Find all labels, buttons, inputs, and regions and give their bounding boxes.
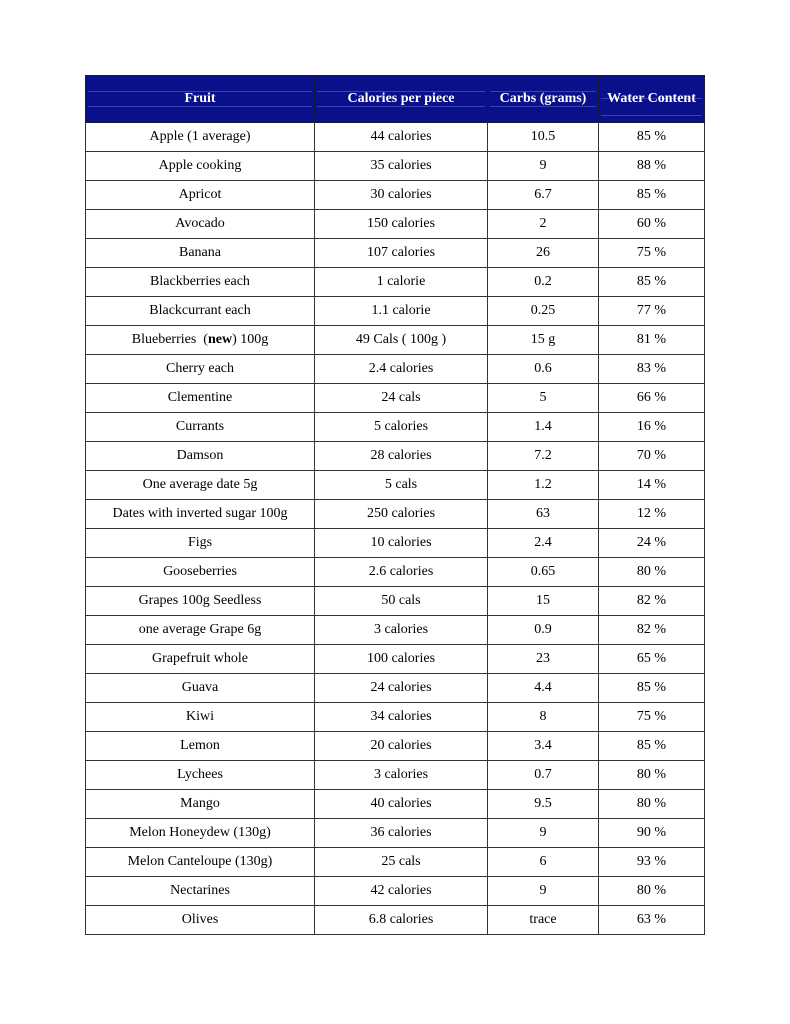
table-row <box>86 529 705 558</box>
cell-calories: 36 calories <box>315 819 488 848</box>
cell-water: 90 % <box>599 819 705 848</box>
cell-calories: 42 calories <box>315 877 488 906</box>
cell-water: 80 % <box>599 877 705 906</box>
header-calories-label: Calories per piece <box>347 91 455 106</box>
cell-carbs: 6.7 <box>488 181 599 210</box>
cell-fruit-text-bold: new <box>207 332 233 347</box>
cell-water: 77 % <box>599 297 705 326</box>
cell-water: 66 % <box>599 384 705 413</box>
cell-fruit: Blackcurrant each <box>86 297 315 326</box>
cell-water: 80 % <box>599 558 705 587</box>
table-row <box>86 761 705 790</box>
cell-fruit: Olives <box>86 906 315 935</box>
cell-calories: 50 cals <box>315 587 488 616</box>
cell-calories: 25 cals <box>315 848 488 877</box>
cell-calories: 1 calorie <box>315 268 488 297</box>
table-row <box>86 877 705 906</box>
table-row <box>86 819 705 848</box>
cell-fruit <box>86 326 315 355</box>
cell-fruit: Currants <box>86 413 315 442</box>
cell-calories: 2.6 calories <box>315 558 488 587</box>
cell-carbs: 9 <box>488 877 599 906</box>
cell-fruit: Figs <box>86 529 315 558</box>
table-row <box>86 239 705 268</box>
cell-calories: 3 calories <box>315 761 488 790</box>
header-fruit-label: Fruit <box>184 91 216 106</box>
cell-calories: 107 calories <box>315 239 488 268</box>
cell-water: 75 % <box>599 239 705 268</box>
cell-carbs: 0.9 <box>488 616 599 645</box>
table-row <box>86 703 705 732</box>
cell-carbs: 0.7 <box>488 761 599 790</box>
table-row <box>86 181 705 210</box>
cell-fruit-text-pre: Blueberries ( <box>131 332 208 347</box>
cell-calories: 10 calories <box>315 529 488 558</box>
cell-fruit: Banana <box>86 239 315 268</box>
table-body <box>86 123 705 935</box>
cell-fruit: Damson <box>86 442 315 471</box>
table-row <box>86 326 705 355</box>
table-row <box>86 500 705 529</box>
cell-water: 65 % <box>599 645 705 674</box>
cell-carbs: 9.5 <box>488 790 599 819</box>
cell-calories: 30 calories <box>315 181 488 210</box>
cell-fruit: Melon Honeydew (130g) <box>86 819 315 848</box>
cell-carbs: 23 <box>488 645 599 674</box>
cell-water: 85 % <box>599 732 705 761</box>
cell-carbs: 3.4 <box>488 732 599 761</box>
cell-carbs: 9 <box>488 819 599 848</box>
cell-calories: 150 calories <box>315 210 488 239</box>
table-row <box>86 645 705 674</box>
cell-fruit: Nectarines <box>86 877 315 906</box>
cell-carbs: 2.4 <box>488 529 599 558</box>
cell-fruit: Lemon <box>86 732 315 761</box>
table-row <box>86 587 705 616</box>
cell-carbs: 8 <box>488 703 599 732</box>
cell-carbs: 2 <box>488 210 599 239</box>
cell-calories: 3 calories <box>315 616 488 645</box>
cell-fruit: Melon Canteloupe (130g) <box>86 848 315 877</box>
header-water-label: Water Content <box>607 91 696 106</box>
cell-water: 80 % <box>599 761 705 790</box>
cell-water: 80 % <box>599 790 705 819</box>
cell-fruit: Gooseberries <box>86 558 315 587</box>
cell-water: 75 % <box>599 703 705 732</box>
cell-water: 85 % <box>599 123 705 152</box>
cell-carbs: 26 <box>488 239 599 268</box>
cell-fruit: Guava <box>86 674 315 703</box>
cell-fruit: Grapes 100g Seedless <box>86 587 315 616</box>
cell-water: 70 % <box>599 442 705 471</box>
cell-water: 93 % <box>599 848 705 877</box>
cell-carbs: 0.65 <box>488 558 599 587</box>
cell-calories: 44 calories <box>315 123 488 152</box>
cell-fruit: Clementine <box>86 384 315 413</box>
cell-water: 12 % <box>599 500 705 529</box>
cell-carbs: 4.4 <box>488 674 599 703</box>
table-row <box>86 616 705 645</box>
cell-fruit: Mango <box>86 790 315 819</box>
table-row <box>86 413 705 442</box>
cell-water: 85 % <box>599 268 705 297</box>
cell-water: 81 % <box>599 326 705 355</box>
cell-calories: 24 cals <box>315 384 488 413</box>
table-row <box>86 442 705 471</box>
cell-water: 60 % <box>599 210 705 239</box>
cell-carbs: 0.6 <box>488 355 599 384</box>
cell-calories: 49 Cals ( 100g ) <box>315 326 488 355</box>
cell-carbs: 63 <box>488 500 599 529</box>
cell-fruit: Cherry each <box>86 355 315 384</box>
cell-water: 83 % <box>599 355 705 384</box>
cell-calories: 20 calories <box>315 732 488 761</box>
cell-calories: 5 cals <box>315 471 488 500</box>
cell-fruit: Apple (1 average) <box>86 123 315 152</box>
cell-water: 24 % <box>599 529 705 558</box>
table-header <box>86 76 705 123</box>
cell-carbs: 9 <box>488 152 599 181</box>
cell-calories: 6.8 calories <box>315 906 488 935</box>
cell-fruit: Apricot <box>86 181 315 210</box>
cell-water: 85 % <box>599 181 705 210</box>
table-row <box>86 355 705 384</box>
table-row <box>86 848 705 877</box>
cell-fruit: One average date 5g <box>86 471 315 500</box>
cell-carbs: 6 <box>488 848 599 877</box>
cell-calories: 100 calories <box>315 645 488 674</box>
cell-carbs: 1.4 <box>488 413 599 442</box>
table-row <box>86 210 705 239</box>
table-row <box>86 123 705 152</box>
cell-fruit: Apple cooking <box>86 152 315 181</box>
cell-fruit: Grapefruit whole <box>86 645 315 674</box>
header-calories <box>315 76 488 123</box>
cell-carbs: 7.2 <box>488 442 599 471</box>
header-fruit <box>86 76 315 123</box>
cell-calories: 1.1 calorie <box>315 297 488 326</box>
table-row <box>86 558 705 587</box>
table-row <box>86 152 705 181</box>
table-row <box>86 674 705 703</box>
cell-fruit: Lychees <box>86 761 315 790</box>
fruit-nutrition-table <box>85 75 705 935</box>
cell-calories: 34 calories <box>315 703 488 732</box>
cell-calories: 250 calories <box>315 500 488 529</box>
cell-fruit: one average Grape 6g <box>86 616 315 645</box>
cell-fruit: Kiwi <box>86 703 315 732</box>
table-row <box>86 732 705 761</box>
cell-fruit: Blackberries each <box>86 268 315 297</box>
cell-carbs: 1.2 <box>488 471 599 500</box>
cell-carbs: 0.2 <box>488 268 599 297</box>
table-row <box>86 906 705 935</box>
cell-fruit-text-post: ) 100g <box>232 332 269 347</box>
header-row <box>86 76 705 123</box>
table-row <box>86 297 705 326</box>
cell-fruit: Dates with inverted sugar 100g <box>86 500 315 529</box>
table-row <box>86 384 705 413</box>
cell-water: 16 % <box>599 413 705 442</box>
cell-water: 63 % <box>599 906 705 935</box>
header-carbs-label: Carbs (grams) <box>499 91 587 106</box>
cell-carbs: 15 g <box>488 326 599 355</box>
header-water <box>599 76 705 123</box>
cell-carbs: 0.25 <box>488 297 599 326</box>
cell-water: 88 % <box>599 152 705 181</box>
table-row <box>86 790 705 819</box>
cell-calories: 35 calories <box>315 152 488 181</box>
cell-calories: 28 calories <box>315 442 488 471</box>
cell-water: 82 % <box>599 587 705 616</box>
cell-fruit: Avocado <box>86 210 315 239</box>
table-row <box>86 268 705 297</box>
table-row <box>86 471 705 500</box>
cell-water: 85 % <box>599 674 705 703</box>
cell-calories: 2.4 calories <box>315 355 488 384</box>
cell-carbs: 10.5 <box>488 123 599 152</box>
cell-water: 82 % <box>599 616 705 645</box>
cell-calories: 40 calories <box>315 790 488 819</box>
cell-water: 14 % <box>599 471 705 500</box>
cell-carbs: trace <box>488 906 599 935</box>
cell-calories: 5 calories <box>315 413 488 442</box>
cell-carbs: 5 <box>488 384 599 413</box>
cell-calories: 24 calories <box>315 674 488 703</box>
cell-carbs: 15 <box>488 587 599 616</box>
header-carbs <box>488 76 599 123</box>
